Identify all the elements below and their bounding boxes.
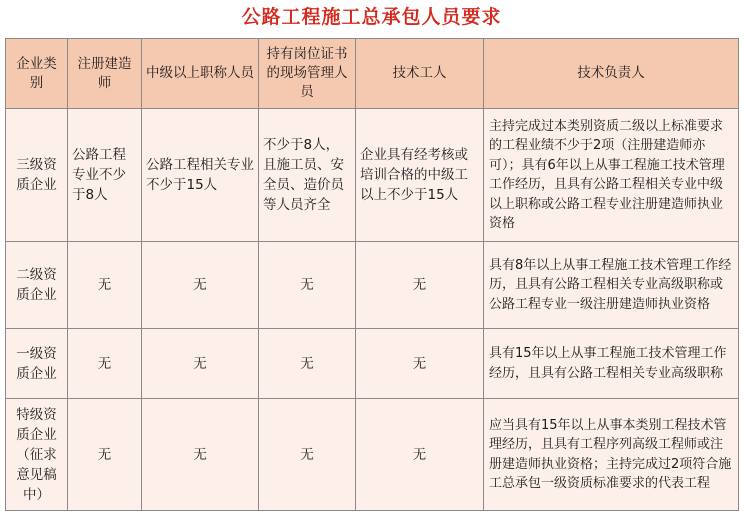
site-managers-cell: 无	[259, 399, 356, 511]
technical-lead-cell: 应当具有15年以上从事本类别工程技术管理经历，且具有工程序列高级工程师或注册建造师执业资格；主持完成过2项符合施工总承包一级资质标准要求的代表工程	[484, 399, 739, 511]
requirements-table	[5, 38, 739, 511]
header-cell-category: 企业类别	[6, 39, 68, 109]
header-cell-registered-builder: 注册建造师	[68, 39, 142, 109]
header-cell-site-managers: 持有岗位证书的现场管理人员	[259, 39, 356, 109]
skilled-workers-cell: 无	[356, 399, 484, 511]
page-title: 公路工程施工总承包人员要求	[241, 6, 502, 28]
table-header-row	[6, 39, 739, 109]
mid-title-staff-cell: 公路工程相关专业不少于15人	[142, 109, 259, 242]
site-managers-cell: 无	[259, 242, 356, 329]
registered-builder-cell: 无	[68, 242, 142, 329]
table-row	[6, 329, 739, 399]
mid-title-staff-cell: 无	[142, 242, 259, 329]
technical-lead-cell: 具有8年以上从事工程施工技术管理工作经历，且具有公路工程相关专业高级职称或公路工程专业一级注册建造师执业资格	[484, 242, 739, 329]
category-cell: 三级资质企业	[6, 109, 68, 242]
site-managers-cell: 无	[259, 329, 356, 399]
header-cell-mid-title-staff: 中级以上职称人员	[142, 39, 259, 109]
registered-builder-cell: 公路工程专业不少于8人	[68, 109, 142, 242]
table-row	[6, 109, 739, 242]
registered-builder-cell: 无	[68, 329, 142, 399]
table-row	[6, 242, 739, 329]
category-cell: 一级资质企业	[6, 329, 68, 399]
technical-lead-cell: 具有15年以上从事工程施工技术管理工作经历，且具有公路工程相关专业高级职称	[484, 329, 739, 399]
category-cell: 二级资质企业	[6, 242, 68, 329]
skilled-workers-cell: 企业具有经考核或培训合格的中级工以上不少于15人	[356, 109, 484, 242]
skilled-workers-cell: 无	[356, 242, 484, 329]
mid-title-staff-cell: 无	[142, 399, 259, 511]
category-cell: 特级资质企业（征求意见稿中）	[6, 399, 68, 511]
registered-builder-cell: 无	[68, 399, 142, 511]
skilled-workers-cell: 无	[356, 329, 484, 399]
mid-title-staff-cell: 无	[142, 329, 259, 399]
site-managers-cell: 不少于8人，且施工员、安全员、造价员等人员齐全	[259, 109, 356, 242]
header-cell-skilled-workers: 技术工人	[356, 39, 484, 109]
table-row	[6, 399, 739, 511]
technical-lead-cell: 主持完成过本类别资质二级以上标准要求的工程业绩不少于2项（注册建造师亦可）；具有6年以上从事工程施工技术管理工作经历，且具有公路工程相关专业中级以上职称或公路工程专业注册建造师执业资格	[484, 109, 739, 242]
header-cell-technical-lead: 技术负责人	[484, 39, 739, 109]
